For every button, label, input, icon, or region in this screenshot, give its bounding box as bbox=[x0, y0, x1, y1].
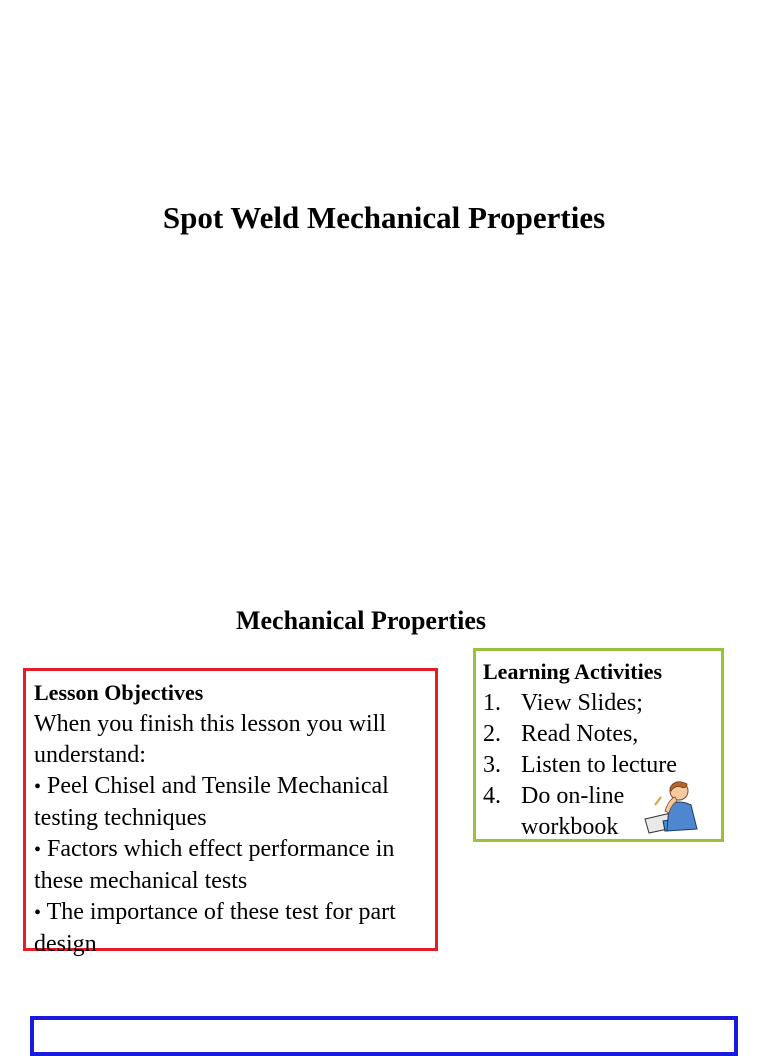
bullet-icon: • bbox=[34, 776, 42, 798]
activity-number: 4. bbox=[483, 783, 501, 809]
activity-number: 2. bbox=[483, 721, 501, 747]
activity-number: 3. bbox=[483, 752, 501, 778]
activity-text: Do on-line workbook bbox=[521, 783, 625, 840]
student-studying-icon bbox=[643, 775, 703, 835]
objective-item bbox=[34, 834, 427, 897]
objective-text: Factors which effect performance in these mechanical tests bbox=[34, 836, 395, 894]
activity-item bbox=[483, 719, 714, 750]
bullet-icon: • bbox=[34, 839, 42, 861]
activities-heading: Learning Activities bbox=[483, 659, 663, 684]
next-slide-box bbox=[30, 1016, 738, 1056]
activity-number: 1. bbox=[483, 690, 501, 716]
activity-text: View Slides; bbox=[521, 690, 643, 716]
lesson-objectives-box bbox=[23, 668, 438, 957]
objective-item bbox=[34, 771, 427, 834]
activity-text: Read Notes, bbox=[521, 721, 639, 747]
objective-item bbox=[34, 897, 427, 960]
objectives-heading: Lesson Objectives bbox=[34, 680, 204, 705]
activity-text: Listen to lecture bbox=[521, 752, 677, 778]
learning-activities-box bbox=[473, 648, 724, 842]
objectives-intro: When you finish this lesson you will understand: bbox=[34, 711, 386, 768]
page-title: Spot Weld Mechanical Properties bbox=[162, 200, 606, 235]
bullet-icon: • bbox=[34, 902, 42, 924]
section-title: Mechanical Properties bbox=[235, 606, 487, 635]
objective-text: Peel Chisel and Tensile Mechanical testing techniques bbox=[34, 773, 389, 831]
objective-text: The importance of these test for part design bbox=[34, 899, 396, 957]
activity-item bbox=[483, 688, 714, 719]
